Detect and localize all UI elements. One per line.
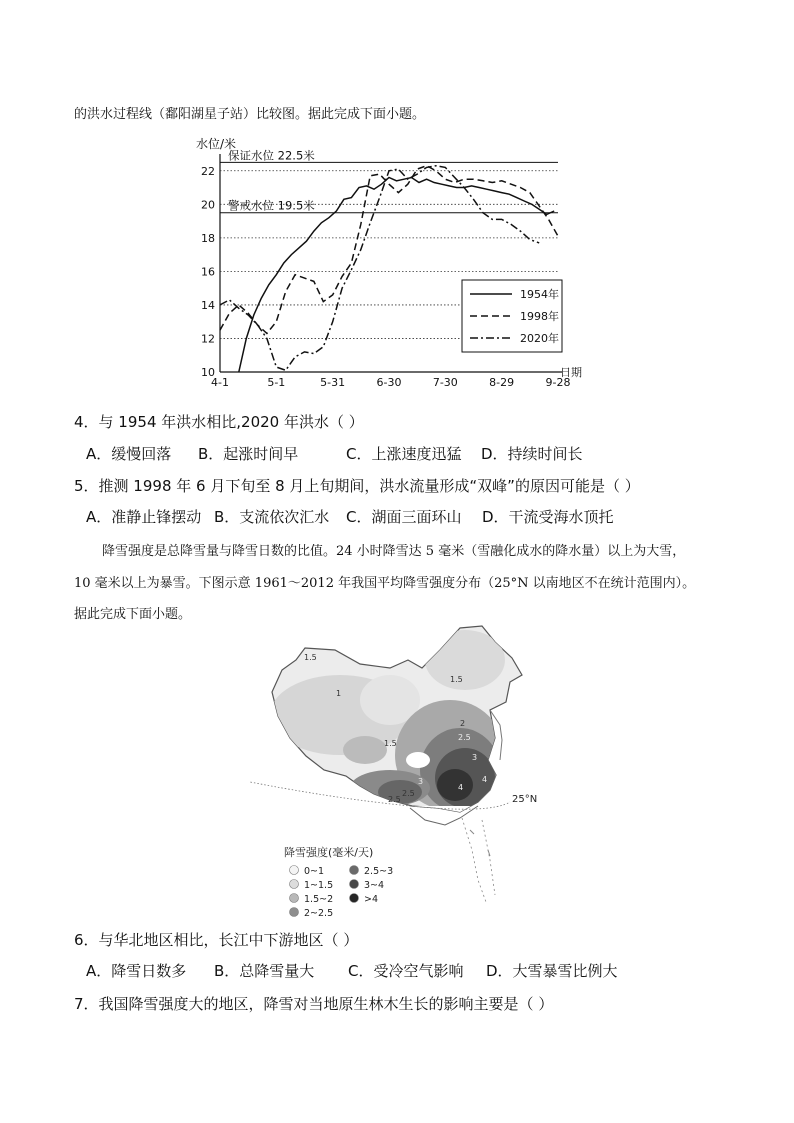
map-value-label: 4 — [458, 783, 464, 792]
map-value-label: 4 — [482, 775, 488, 784]
legend-swatch — [290, 894, 299, 903]
paragraph-line-2: 10 毫米以上为暴雪。下图示意 1961～2012 年我国平均降雪强度分布（25°N 以南地区不在统计范围内）。 — [74, 576, 696, 591]
legend-label: 2~2.5 — [304, 908, 334, 919]
x-tick-label: 8-29 — [489, 376, 515, 389]
q4-option-d[interactable]: D．持续时间长 — [481, 445, 583, 463]
y-tick-label: 18 — [201, 231, 215, 245]
question-7-stem: 7．我国降雪强度大的地区，降雪对当地原生林木生长的影响主要是（ ） — [74, 995, 554, 1013]
question-5-options — [86, 506, 614, 527]
x-tick-label: 9-28 — [545, 376, 571, 389]
x-tick-label: 7-30 — [432, 376, 458, 389]
map-legend-title: 降雪强度(毫米/天) — [284, 846, 374, 859]
latitude-label: 25°N — [512, 794, 538, 805]
q5-option-a[interactable]: A．准静止锋摆动 — [86, 508, 202, 526]
question-6-options — [86, 960, 618, 981]
y-tick-label: 22 — [201, 164, 215, 178]
y-tick-label: 14 — [201, 298, 215, 312]
question-4-stem: 4．与 1954 年洪水相比,2020 年洪水（ ） — [74, 413, 364, 431]
legend-swatch — [350, 894, 359, 903]
y-tick-label: 16 — [201, 265, 215, 279]
legend-label: >4 — [364, 894, 379, 905]
legend-swatch — [290, 908, 299, 917]
q4-option-c[interactable]: C．上涨速度迅猛 — [346, 445, 462, 463]
intro-text: 的洪水过程线（鄱阳湖星子站）比较图。据此完成下面小题。 — [74, 107, 426, 122]
map-value-label: 3 — [472, 753, 478, 762]
x-tick-label: 6-30 — [376, 376, 402, 389]
q5-option-d[interactable]: D．干流受海水顶托 — [482, 508, 614, 526]
legend-label: 0~1 — [304, 866, 325, 877]
x-tick-label: 4-1 — [211, 376, 229, 389]
question-5-stem: 5．推测 1998 年 6 月下旬至 8 月上旬期间，洪水流量形成“双峰”的原因可能是（ ） — [74, 477, 640, 495]
legend-swatch — [290, 880, 299, 889]
q5-option-c[interactable]: C．湖面三面环山 — [346, 508, 462, 526]
x-tick-label: 5-1 — [267, 376, 286, 389]
y-tick-label: 12 — [201, 332, 215, 346]
map-value-label: 2.5 — [388, 795, 401, 804]
legend-label: 2020年 — [520, 332, 559, 345]
q4-option-b[interactable]: B．起涨时间早 — [198, 445, 299, 463]
map-value-label: 1 — [336, 689, 342, 698]
legend-label: 3~4 — [364, 880, 385, 891]
x-tick-label: 5-31 — [320, 376, 346, 389]
paragraph-line-3: 据此完成下面小题。 — [74, 607, 192, 622]
chart-legend — [462, 280, 562, 352]
paragraph-line-1: 降雪强度是总降雪量与降雪日数的比值。24 小时降雪达 5 毫米（雪融化成水的降水量）以上为大雪， — [102, 544, 686, 559]
y-tick-label: 10 — [201, 366, 215, 379]
legend-label: 1~1.5 — [304, 880, 334, 891]
q6-option-b[interactable]: B．总降雪量大 — [214, 962, 315, 980]
q4-option-a[interactable]: A．缓慢回落 — [86, 445, 172, 463]
y-tick-label: 20 — [201, 198, 215, 212]
question-6-stem: 6．与华北地区相比，长江中下游地区（ ） — [74, 931, 359, 949]
legend-label: 1954年 — [520, 288, 559, 301]
q6-option-a[interactable]: A．降雪日数多 — [86, 962, 187, 980]
map-value-label: 2.5 — [402, 789, 415, 798]
snowfall-intensity-map — [250, 620, 540, 925]
legend-swatch — [290, 866, 299, 875]
map-value-label: 1.5 — [450, 675, 463, 684]
x-axis-label: 日期 — [560, 366, 582, 379]
legend-label: 1998年 — [520, 310, 559, 323]
map-legend — [290, 866, 394, 920]
legend-swatch — [350, 880, 359, 889]
map-value-label: 1.5 — [304, 653, 317, 662]
reference-line-label: 警戒水位 19.5米 — [228, 198, 315, 213]
map-value-label: 2 — [460, 719, 466, 728]
legend-swatch — [350, 866, 359, 875]
water-level-chart — [190, 130, 600, 395]
map-value-label: 2.5 — [458, 733, 471, 742]
legend-label: 2.5~3 — [364, 866, 394, 877]
y-axis-label: 水位/米 — [196, 137, 237, 151]
q6-option-d[interactable]: D．大雪暴雪比例大 — [486, 962, 618, 980]
question-4-options — [86, 443, 583, 464]
q6-option-c[interactable]: C．受冷空气影响 — [348, 962, 464, 980]
map-value-label: 1.5 — [384, 739, 397, 748]
legend-label: 1.5~2 — [304, 894, 334, 905]
map-value-label: 3 — [418, 777, 424, 786]
q5-option-b[interactable]: B．支流依次汇水 — [214, 508, 330, 526]
reference-line-label: 保证水位 22.5米 — [228, 148, 315, 163]
